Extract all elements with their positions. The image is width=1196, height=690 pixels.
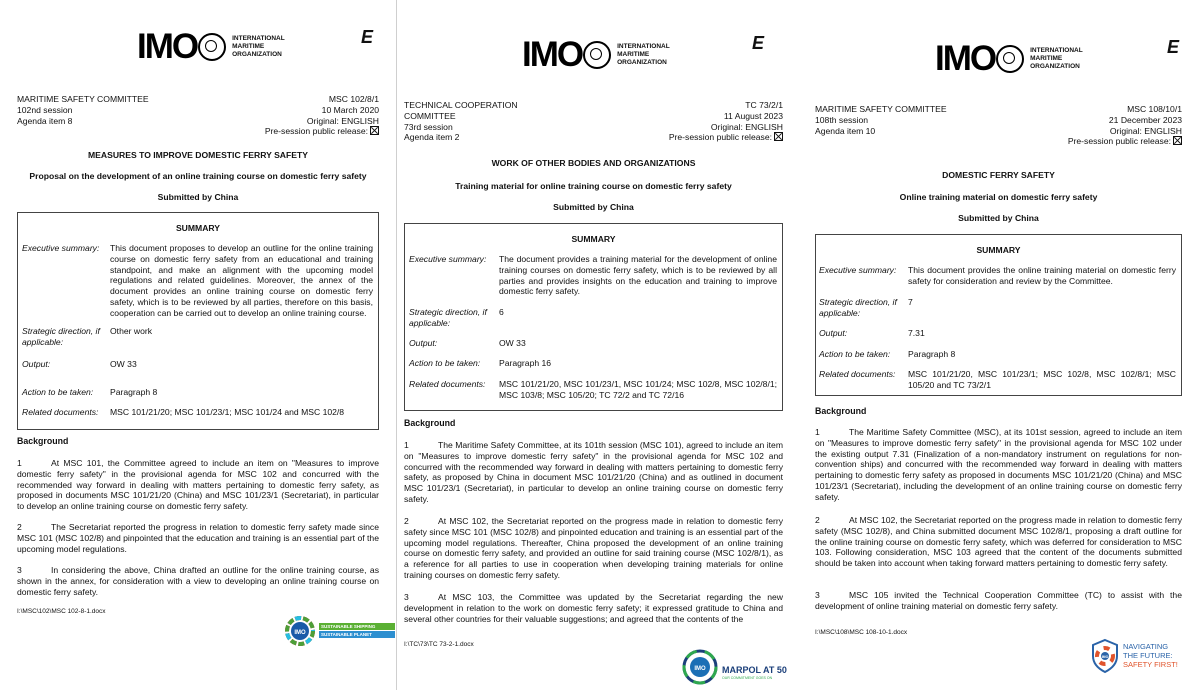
imo-logo <box>935 39 1100 78</box>
summary-label: Executive summary: <box>22 243 100 253</box>
summary-value: The document provides a training material for the development of online training courses on domestic ferry safety, which is to be reviewed by all parties and provides insights on the education and training to improve domestic ferry safety. <box>499 254 777 297</box>
paragraph: 3 MSC 105 invited the Technical Cooperation Committee (TC) to assist with the development of online training material on domestic ferry safety. <box>815 590 1182 611</box>
summary-value: Paragraph 8 <box>908 349 956 359</box>
badge-title: MARPOL AT 50 <box>722 665 787 675</box>
summary-label: Strategic direction, if applicable: <box>409 307 487 328</box>
summary-value: 7.31 <box>908 328 925 338</box>
logo-wordmark: IMO <box>522 35 583 74</box>
summary-value: Paragraph 8 <box>110 387 158 397</box>
summary-heading: SUMMARY <box>175 223 221 233</box>
summary-label: Action to be taken: <box>22 387 94 397</box>
org-name: INTERNATIONAL MARITIME ORGANIZATION <box>1030 47 1083 70</box>
section-heading: Background <box>815 406 867 416</box>
imo-emblem-icon <box>583 41 611 69</box>
summary-value: OW 33 <box>499 338 526 348</box>
badge-text: NAVIGATING THE FUTURE: SAFETY FIRST! <box>1123 642 1178 669</box>
doc-subtitle: Training material for online training course on domestic ferry safety <box>455 181 732 191</box>
checkbox-icon <box>1173 136 1182 145</box>
svg-text:IMO: IMO <box>694 666 706 672</box>
badge-line: SUSTAINABLE PLANET <box>319 631 395 638</box>
summary-heading: SUMMARY <box>976 245 1021 255</box>
footer-path: I:\MSC\108\MSC 108-10-1.docx <box>815 629 908 636</box>
summary-label: Related documents: <box>819 369 896 379</box>
summary-box <box>815 234 1182 396</box>
summary-value: OW 33 <box>110 359 137 369</box>
header-left: MARITIME SAFETY COMMITTEE 102nd session Agenda item 8 <box>17 94 149 126</box>
safety-first-badge <box>1090 636 1190 678</box>
submitted-by: Submitted by China <box>157 192 239 202</box>
svg-text:IMO: IMO <box>294 630 306 636</box>
paragraph: 2 At MSC 102, the Secretariat reported on the progress made in relation to domestic ferry safety since MSC 101 (MSC 102/8) and pinpointed education and training is an essential part of the upcoming model regulations. Thereafter, China proposed the development of an online training course on domestic ferry safety, and provided an outline for said training course (MSC 102/8/1), as a reference for all parties to use in cooperation when developing training materials for online training courses on domestic ferry safety. <box>404 516 783 580</box>
doc-subtitle: Proposal on the development of an online training course on domestic ferry safety <box>29 171 367 181</box>
footer-path: I:\MSC\102\MSC 102-8-1.docx <box>17 608 106 615</box>
summary-label: Action to be taken: <box>409 358 481 368</box>
summary-label: Executive summary: <box>819 265 897 275</box>
logo-wordmark: IMO <box>137 27 198 66</box>
badge-line: SUSTAINABLE SHIPPING <box>319 623 395 630</box>
sustainable-shipping-badge <box>285 616 395 646</box>
summary-heading: SUMMARY <box>571 234 616 244</box>
paragraph: 2 At MSC 102, the Secretariat reported on the progress made in relation to domestic ferry safety (MSC 102/8), and China submitted document MSC 102/8/1, proposing a draft outline for the online training course on domestic ferry safety, which was deferred for consideration to MSC 103. Following consideration, MSC 103 agreed that the content of the documents submitted should be taken into account when taking forward matters pertaining to domestic ferry safety. <box>815 515 1182 569</box>
header-right: MSC 102/8/1 10 March 2020 Original: ENGLISH Pre-session public release: <box>264 94 379 137</box>
header-right: MSC 108/10/1 21 December 2023 Original: ENGLISH Pre-session public release: <box>1067 104 1182 147</box>
org-name: INTERNATIONAL MARITIME ORGANIZATION <box>617 43 670 66</box>
summary-value: 6 <box>499 307 504 317</box>
svg-text:IMO: IMO <box>1101 655 1109 659</box>
imo-logo <box>522 35 687 74</box>
marpol-badge <box>682 648 787 686</box>
summary-label: Output: <box>409 338 438 348</box>
summary-label: Output: <box>819 328 848 338</box>
doc-title: WORK OF OTHER BODIES AND ORGANIZATIONS <box>491 158 696 168</box>
document-page-2 <box>396 0 798 690</box>
paragraph: 3 In considering the above, China drafted an outline for the online training course, as shown in the annex, for consideration with a view to developing an online training course on domestic ferry safety. <box>17 565 379 597</box>
language-code: E <box>361 27 374 47</box>
paragraph: 3 At MSC 103, the Committee was updated by the Secretariat regarding the new development in relation to the work on domestic ferry safety; it expressed gratitude to China and several other countries for their valuable suggestions; and agreed that the contents of the <box>404 592 783 624</box>
header-left: MARITIME SAFETY COMMITTEE 108th session Agenda item 10 <box>815 104 947 136</box>
document-page-1 <box>0 0 396 690</box>
summary-label: Strategic direction, if applicable: <box>819 297 897 318</box>
paragraph: 1 The Maritime Safety Committee (MSC), at its 101st session, agreed to include an item on "Measures to improve domestic ferry safety" in the provisional agenda for MSC 102 under the existing output 7.31 (Finalization of a non-mandatory instrument on regulations for non-convention ships) and concurred with the recommended way forward in dealing with matters pertaining to domestic ferry safety as proposed in documents MSC 101/21/20 (China) and MSC 101/23/1 (Secretariat), including the development of an online training course on domestic ferry safety. <box>815 427 1182 502</box>
sdg-wheel-icon <box>285 616 315 646</box>
summary-label: Strategic direction, if applicable: <box>22 326 100 347</box>
header-left: TECHNICAL COOPERATION COMMITTEE 73rd session Agenda item 2 <box>404 100 518 143</box>
doc-subtitle: Online training material on domestic ferry safety <box>899 192 1098 202</box>
summary-label: Related documents: <box>409 379 486 389</box>
summary-value: This document proposes to develop an outline for the online training course on domestic ferry safety from an educational and training standpoint, and make an alignment with the upcoming model regulations and related guidelines. Moreover, the annex of the document provides an online training course on domestic ferry safety, which is to be reviewed by all parties, therefore on this basis, cooperation can be carried out to develop an online training course. <box>110 243 373 318</box>
summary-box <box>404 223 783 411</box>
summary-value: MSC 101/21/20, MSC 101/23/1; MSC 102/8, MSC 102/8/1; MSC 105/20 and TC 73/2/1 <box>908 369 1176 390</box>
language-code: E <box>752 33 765 53</box>
footer-path: I:\TC\73\TC 73-2-1.docx <box>404 641 474 648</box>
checkbox-icon <box>370 126 379 135</box>
summary-label: Related documents: <box>22 407 99 417</box>
header-right: TC 73/2/1 11 August 2023 Original: ENGLISH Pre-session public release: <box>668 100 783 143</box>
imo-emblem-icon <box>996 45 1024 73</box>
checkbox-icon <box>774 132 783 141</box>
doc-title: MEASURES TO IMPROVE DOMESTIC FERRY SAFETY <box>88 150 308 160</box>
document-page-3 <box>797 0 1196 690</box>
summary-label: Executive summary: <box>409 254 487 264</box>
org-name: INTERNATIONAL MARITIME ORGANIZATION <box>232 35 285 58</box>
doc-title: DOMESTIC FERRY SAFETY <box>942 170 1055 180</box>
summary-box <box>17 212 379 430</box>
imo-emblem-icon <box>198 33 226 61</box>
imo-logo <box>137 27 302 66</box>
summary-value: This document provides the online training material on domestic ferry safety for consideration and review by the Committee. <box>908 265 1176 286</box>
paragraph: 1 The Maritime Safety Committee, at its 101th session (MSC 101), agreed to include an item on "Measures to improve domestic ferry safety" in the provisional agenda for MSC 102 and concurred with the recommended way forward in dealing with matters pertaining to domestic ferry safety, as proposed by China in document MSC 101/21/20 (China) and as outlined in document MSC 101/23/1 (Secretariat), in particular to develop an online training course on domestic ferry safety. <box>404 440 783 504</box>
summary-label: Action to be taken: <box>819 349 891 359</box>
summary-value: MSC 101/21/20; MSC 101/23/1; MSC 101/24 and MSC 102/8 <box>110 407 345 417</box>
paragraph: 2 The Secretariat reported the progress in relation to domestic ferry safety made since MSC 101 (MSC 102/8) and pinpointed that the education and training is an essential part of the upcoming model regulations. <box>17 522 379 554</box>
summary-value: MSC 101/21/20, MSC 101/23/1, MSC 101/24; MSC 102/8, MSC 102/8/1; MSC 103/8; MSC 105/20; TC 72/2 and TC 72/16 <box>499 379 777 400</box>
section-heading: Background <box>404 418 456 428</box>
summary-value: 7 <box>908 297 913 307</box>
language-code: E <box>1167 37 1180 57</box>
section-heading: Background <box>17 436 69 446</box>
submitted-by: Submitted by China <box>958 213 1039 223</box>
lifebuoy-shield-icon <box>1090 638 1120 674</box>
summary-value: Other work <box>110 326 153 336</box>
submitted-by: Submitted by China <box>553 202 634 212</box>
logo-wordmark: IMO <box>935 39 996 78</box>
marpol-globe-icon <box>682 649 718 685</box>
badge-tagline: OUR COMMITMENT GOES ON <box>722 676 773 680</box>
paragraph: 1 At MSC 101, the Committee agreed to include an item on "Measures to improve domestic ferry safety" in the provisional agenda for MSC 102 and concurred with the recommended way forward in dealing with matters pertaining to domestic ferry safety, as proposed in documents MSC 101/21/20 (China) and MSC 101/23/1 (Secretariat), in particular to develop an online training course on domestic ferry safety. <box>17 458 379 512</box>
summary-value: Paragraph 16 <box>499 358 552 368</box>
summary-label: Output: <box>22 359 51 369</box>
